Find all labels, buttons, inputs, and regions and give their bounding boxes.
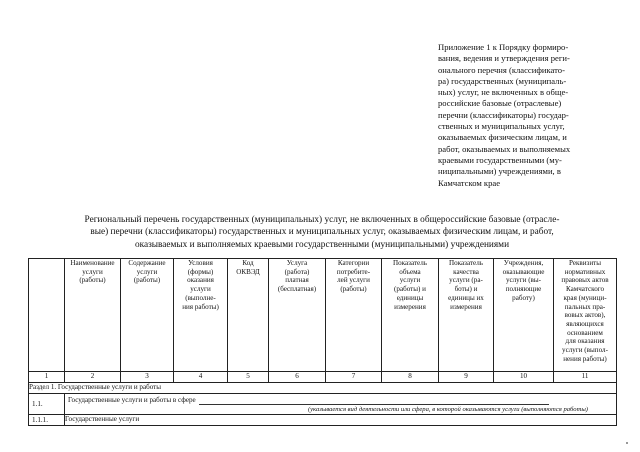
column-header-line: (формы) (187, 267, 214, 276)
row-hint: (указывается вид деятельности или сфера, в которой оказываются услуги (выполняются работы) (307, 405, 588, 413)
column-header (228, 259, 269, 372)
title-line: вые) перечни (классификаторы) государственных и муниципальных услуг, оказываемых физическим лицам, и работ, (90, 227, 554, 238)
column-header-line: Код (242, 259, 254, 267)
column-header (121, 259, 174, 372)
column-header-line: Условия (188, 259, 213, 267)
column-header-line: услуги (выпол- (562, 346, 608, 355)
row-code: 1.1. (29, 394, 65, 415)
column-header-line: Услуга (286, 259, 308, 267)
column-header-line: услуги (190, 285, 211, 294)
column-number: 2 (65, 372, 121, 383)
appendix-line: вания, ведения и утверждения реги- (438, 53, 570, 64)
column-header-line: платная (285, 276, 309, 285)
appendix-line: ниципальными) учреждениями, в (438, 166, 561, 177)
column-header-line: являющихся (566, 319, 604, 328)
column-number: 5 (228, 372, 269, 383)
column-header-line: Камчатского (565, 285, 605, 294)
document-title (28, 214, 616, 251)
appendix-note (438, 42, 604, 189)
column-header-line: потребите- (336, 267, 371, 276)
column-header-line: (выполне- (185, 293, 216, 302)
column-number: 7 (326, 372, 382, 383)
column-number: 6 (269, 372, 326, 383)
column-header-line: (работа) (284, 267, 310, 276)
column-header-line: нормативных (564, 267, 606, 276)
column-header-line: услуги (ра- (449, 276, 483, 285)
column-header-line: услуги (вы- (505, 276, 542, 285)
appendix-line: ных) услуг, не включенных в обще- (438, 87, 569, 98)
row-content (65, 394, 617, 415)
appendix-line: Камчатском крае (438, 177, 501, 188)
column-header-line: услуги (399, 276, 421, 285)
services-table (28, 258, 617, 426)
column-header (65, 259, 121, 372)
column-header-line: оказания (187, 276, 214, 285)
column-header-line: вовых актов), (564, 311, 606, 320)
appendix-line: работ, оказываемых и выполняемых (438, 143, 571, 154)
column-header-line: нения работы) (563, 354, 607, 363)
column-header-line: боты) и (454, 285, 478, 294)
scan-speck (626, 442, 628, 444)
column-header-line: правовых актов (561, 276, 609, 285)
appendix-line: Приложение 1 к Порядку формиро- (438, 42, 569, 52)
column-header-line: оказывающие (502, 267, 545, 276)
column-numbers-row (29, 372, 617, 383)
column-number: 1 (29, 372, 65, 383)
title-line: Региональный перечень государственных (муниципальных) услуг, не включенных в общероссийские базовые (отрасле- (84, 215, 560, 225)
column-header-line: Учреждения, (503, 259, 544, 267)
column-header (269, 259, 326, 372)
appendix-line: перечни (классификаторы) государ- (438, 109, 569, 120)
section-1-label: Раздел 1. Государственные услуги и работы (29, 383, 617, 394)
column-number: 8 (382, 372, 439, 383)
column-header-line: измерения (450, 302, 482, 311)
column-header-line: Наименование (70, 259, 115, 267)
column-header-line: (работы) и (394, 285, 426, 294)
appendix-line: онального перечня (классификато- (438, 64, 565, 75)
column-header (554, 259, 617, 372)
column-header-line: измерения (394, 302, 426, 311)
fill-in-line (199, 397, 549, 405)
title-line: оказываемых и выполняемых краевыми государственными (муниципальными) учреждениями (134, 239, 510, 250)
column-header-line: услуги (82, 267, 103, 276)
column-header (382, 259, 439, 372)
column-header (439, 259, 494, 372)
appendix-line: ра) государственных (муниципаль- (438, 75, 567, 86)
column-header-line: Показатель (449, 259, 483, 267)
column-header-line: ОКВЭД (236, 267, 260, 276)
appendix-line: краевыми государственными (му- (438, 154, 562, 165)
column-header-line: полняющие (505, 285, 542, 294)
column-header-line: (бесплатная) (277, 285, 317, 294)
column-number: 4 (174, 372, 228, 383)
column-header (326, 259, 382, 372)
column-header-line: пальных пра- (564, 302, 606, 311)
column-header-line: работу) (512, 293, 535, 302)
appendix-line: оказываемых физическим лицам, и (438, 132, 567, 143)
column-header-line: Реквизиты (568, 259, 602, 267)
column-header-line: объема (399, 267, 421, 276)
table-row (29, 415, 617, 426)
column-header (174, 259, 228, 372)
column-header-line: для оказания (565, 337, 605, 346)
column-header-line: (работы) (133, 276, 161, 285)
appendix-line: российские базовые (отраслевые) (438, 98, 562, 109)
column-header-line: основанием (567, 328, 603, 337)
column-header-line: Показатель (393, 259, 427, 267)
column-header-line: (работы) (79, 276, 106, 285)
column-header-line: Категории (337, 259, 370, 267)
table-row (29, 394, 617, 415)
column-header-line: Содержание (128, 259, 166, 267)
column-header (29, 259, 65, 372)
column-header-line: ния работы) (182, 302, 219, 311)
column-header-line: единицы их (448, 293, 484, 302)
column-header-line: (работы) (340, 285, 367, 294)
row-code: 1.1.1. (29, 415, 65, 426)
column-header-line: лей услуги (337, 276, 370, 285)
column-header-line: единицы (396, 293, 424, 302)
appendix-line: ственных и муниципальных услуг, (438, 121, 565, 132)
table-header-row (29, 259, 617, 372)
row-label: Государственные услуги (65, 415, 617, 426)
column-number: 11 (554, 372, 617, 383)
column-header (494, 259, 554, 372)
column-number: 9 (439, 372, 494, 383)
column-number: 3 (121, 372, 174, 383)
row-label: Государственные услуги и работы в сфере (68, 396, 196, 404)
column-header-line: края (муници- (563, 293, 607, 302)
section-row (29, 383, 617, 394)
column-header-line: услуги (136, 267, 158, 276)
column-header-line: качества (453, 267, 479, 276)
column-number: 10 (494, 372, 554, 383)
